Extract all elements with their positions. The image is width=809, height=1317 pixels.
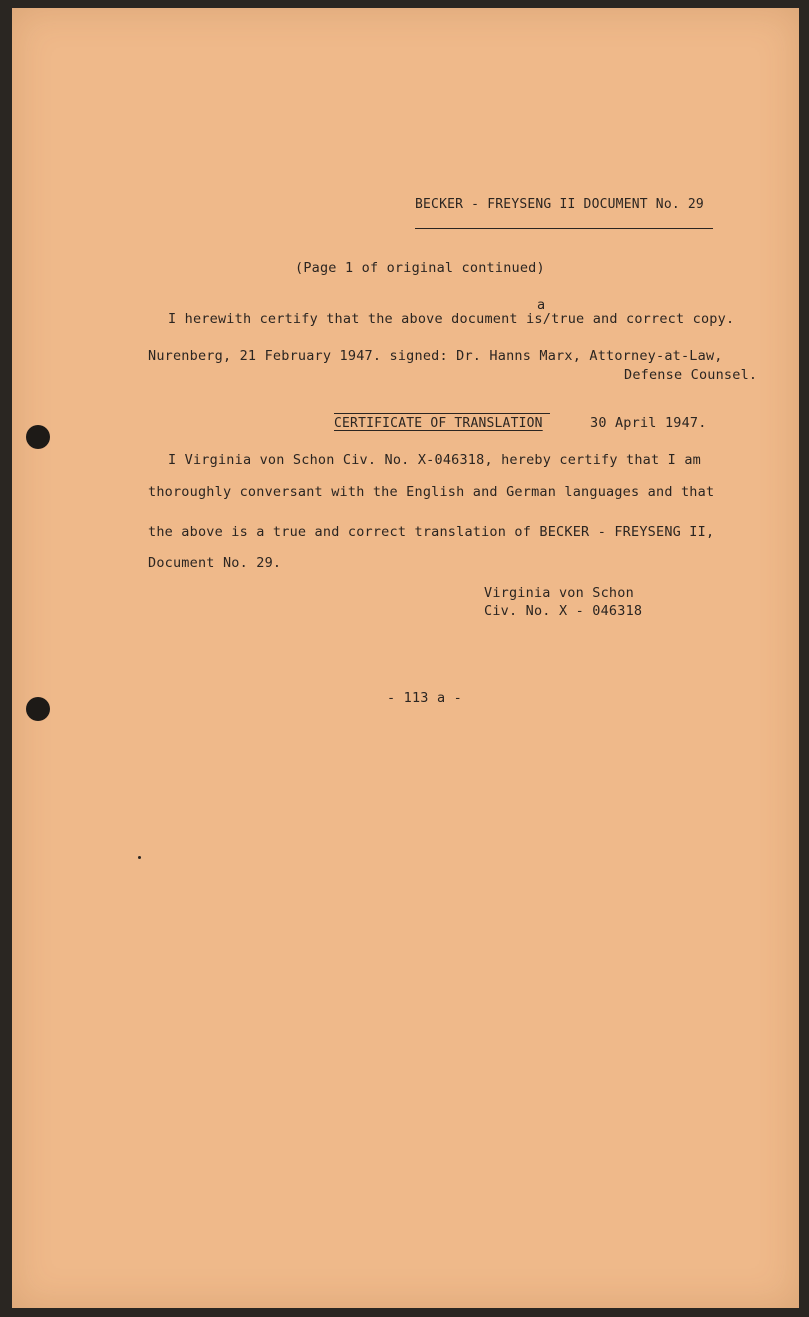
punch-hole-upper	[26, 425, 50, 449]
certify-insert-mark: a	[537, 297, 546, 313]
certify-line-start: I herewith certify that the above document is/	[168, 311, 552, 327]
page-continued-note: (Page 1 of original continued)	[295, 260, 545, 276]
certify-copy-line	[168, 310, 734, 328]
certificate-line-2: thoroughly conversant with the English and German languages and that	[148, 484, 715, 500]
certificate-heading-overline	[334, 413, 550, 414]
defense-counsel-line: Defense Counsel.	[624, 367, 758, 383]
nuremberg-signed-line: Nurenberg, 21 February 1947. signed: Dr. Hanns Marx, Attorney-at-Law,	[148, 348, 723, 364]
signature-civ-number: Civ. No. X - 046318	[484, 603, 643, 619]
certificate-line-1: I Virginia von Schon Civ. No. X-046318, hereby certify that I am	[168, 452, 701, 468]
certificate-line-3: the above is a true and correct translation of BECKER - FREYSENG II,	[148, 524, 715, 540]
punch-hole-lower	[26, 697, 50, 721]
page-number: - 113 a -	[387, 690, 462, 706]
header-underline	[415, 228, 713, 229]
certificate-date: 30 April 1947.	[590, 415, 707, 431]
signature-name: Virginia von Schon	[484, 585, 634, 601]
certificate-heading: CERTIFICATE OF TRANSLATION	[334, 416, 543, 431]
stray-ink-mark	[138, 856, 141, 859]
document-id-header: BECKER - FREYSENG II DOCUMENT No. 29	[415, 197, 704, 212]
document-page	[12, 8, 799, 1308]
certify-line-end: true and correct copy.	[551, 311, 735, 327]
certificate-line-4: Document No. 29.	[148, 555, 282, 571]
